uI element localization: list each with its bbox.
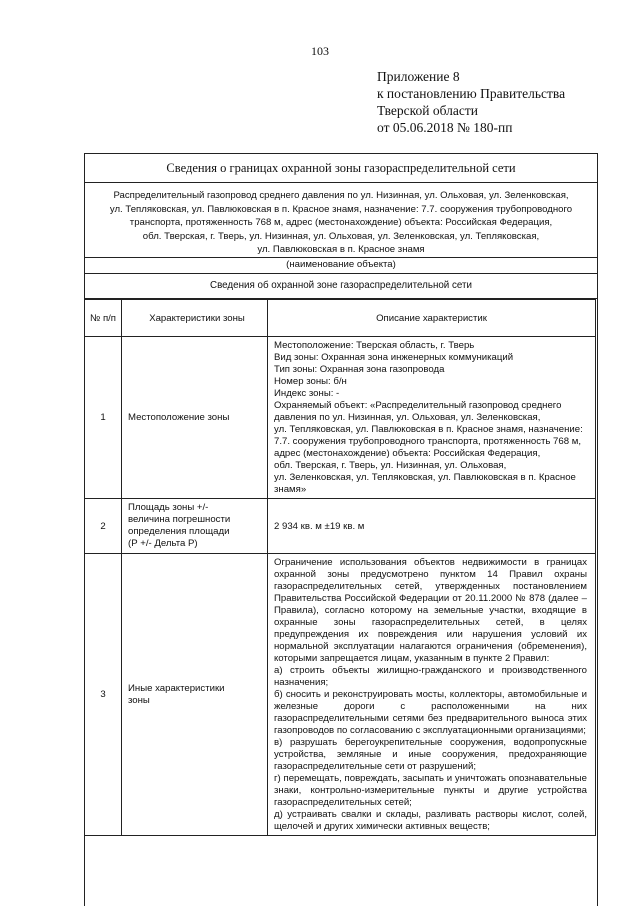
- characteristic-line: зоны: [128, 694, 150, 706]
- description-line: давления по ул. Низинная, ул. Ольховая, ул. Зеленковская,: [274, 412, 541, 423]
- description-line: Вид зоны: Охранная зона инженерных коммуникаций: [274, 352, 514, 363]
- column-header-characteristic: Характеристики зоны: [122, 300, 268, 337]
- table-row: [85, 337, 596, 499]
- description-paragraph: а) строить объекты жилищно-гражданского и производственного назначения;: [274, 665, 587, 688]
- document-frame: [84, 153, 598, 906]
- zone-characteristics-table: [84, 299, 596, 836]
- characteristic-line: Площадь зоны +/-: [128, 502, 209, 513]
- appendix-block: [377, 68, 565, 136]
- description-line: ул. Зеленковская, ул. Тепляковская, ул. Павлюковская в п. Красное: [274, 472, 576, 483]
- description-line: Индекс зоны: -: [274, 388, 340, 399]
- appendix-line: от 05.06.2018 № 180-пп: [377, 120, 513, 135]
- row-number: 2: [85, 499, 122, 554]
- table-row: [85, 499, 596, 554]
- object-description-line: транспорта, протяженность 768 м, адрес (местонахождение) объекта: Российская Федерация,: [129, 217, 553, 229]
- row-description: [268, 554, 596, 836]
- description-line: Местоположение: Тверская область, г. Тверь: [274, 340, 475, 351]
- description-line: обл. Тверская, г. Тверь, ул. Низинная, ул. Ольховая,: [274, 460, 507, 471]
- description-paragraph: в) разрушать берегоукрепительные сооружения, водопропускные устройства, земляные и иные сооружения, предохраняющие газораспределительные сети от разрушений;: [274, 737, 587, 772]
- row-number: 1: [85, 337, 122, 499]
- row-number: 3: [85, 554, 122, 836]
- appendix-line: Тверской области: [377, 103, 478, 118]
- document-title: Сведения о границах охранной зоны газораспределительной сети: [85, 154, 597, 183]
- description-paragraph: г) перемещать, повреждать, засыпать и уничтожать опознавательные знаки, контрольно-измерительные пункты и другие устройства газораспределительных сетей;: [274, 773, 587, 808]
- characteristic-line: величина погрешности: [128, 514, 231, 525]
- description-line: знамя»: [274, 484, 307, 495]
- page-number: 103: [311, 44, 329, 58]
- zone-info-header: Сведения об охранной зоне газораспределительной сети: [85, 274, 597, 299]
- table-row: [85, 554, 596, 836]
- characteristic-line: (Р +/- Дельта Р): [128, 538, 198, 549]
- object-description-line: Распределительный газопровод среднего давления по ул. Низинная, ул. Ольховая, ул. Зеленковская,: [113, 190, 569, 201]
- row-characteristic: [122, 499, 268, 554]
- description-line: Номер зоны: б/н: [274, 376, 347, 387]
- characteristic-line: Иные характеристики: [128, 682, 225, 694]
- object-name-caption: (наименование объекта): [85, 258, 597, 274]
- row-description: 2 934 кв. м ±19 кв. м: [268, 499, 596, 554]
- column-header-description: Описание характеристик: [268, 300, 596, 337]
- appendix-line: Приложение 8: [377, 69, 460, 84]
- appendix-line: к постановлению Правительства: [377, 86, 566, 101]
- description-line: Охраняемый объект: «Распределительный газопровод среднего: [274, 400, 562, 411]
- description-paragraph: д) устраивать свалки и склады, разливать растворы кислот, солей, щелочей и других химически активных веществ;: [274, 809, 587, 832]
- object-description-line: ул. Тепляковская, ул. Павлюковская в п. Красное знамя, назначение: 7.7. сооружения трубопроводного: [109, 203, 573, 215]
- description-line: Тип зоны: Охранная зона газопровода: [274, 364, 445, 375]
- row-characteristic: [122, 554, 268, 836]
- description-line: адрес (местонахождение) объекта: Российская Федерация,: [274, 448, 541, 459]
- column-header-number: № п/п: [85, 300, 122, 337]
- description-line: ул. Тепляковская, ул. Павлюковская в п. Красное знамя, назначение:: [274, 424, 583, 435]
- row-description: [268, 337, 596, 499]
- object-description-line: обл. Тверская, г. Тверь, ул. Низинная, ул. Ольховая, ул. Зеленковская, ул. Тепляковская,: [142, 230, 540, 242]
- object-description-line: ул. Павлюковская в п. Красное знамя: [257, 244, 425, 256]
- row-characteristic: Местоположение зоны: [122, 337, 268, 499]
- characteristic-line: определения площади: [128, 526, 230, 537]
- description-paragraph: б) сносить и реконструировать мосты, коллекторы, автомобильные и железные дороги с расположенными на них газораспределительными сетями без предварительного выноса этих газопроводов по согласованию с эксплуатационными организациями;: [274, 689, 587, 736]
- table-header-row: [85, 300, 596, 337]
- object-description: [85, 183, 597, 258]
- description-paragraph: Ограничение использования объектов недвижимости в границах охранной зоны предусмотрено пунктом 14 Правил охраны газораспределительных сетей, утвержденных постановлением Правительства Российской Федерации от 20.11.2000 № 878 (далее – Правила), согласно которому на земельные участки, входящие в охранные зоны газораспределительных сетей, в целях предупреждения их повреждения или нарушения условий их нормальной эксплуатации налагаются ограничения (обременения), которыми запрещается лицам, указанным в пункте 2 Правил:: [274, 557, 587, 664]
- description-line: 7.7. сооружения трубопроводного транспорта, протяженность 768 м,: [274, 436, 581, 447]
